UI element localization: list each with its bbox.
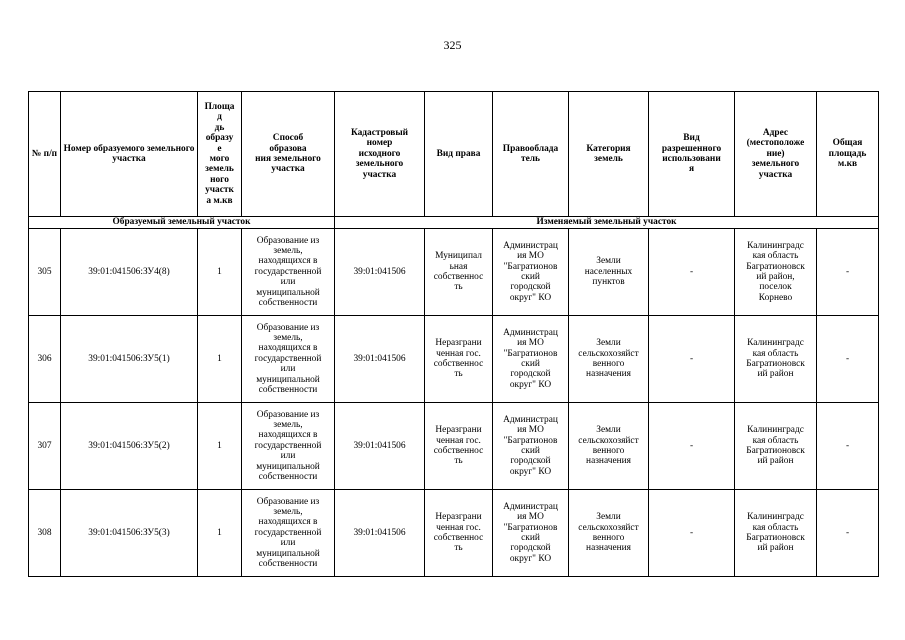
- cell-cadastral-text: 39:01:041506: [353, 527, 406, 538]
- cell-right: [425, 229, 493, 316]
- cell-category: [569, 403, 649, 490]
- section-formed: Образуемый земельный участок: [29, 217, 335, 229]
- cell-right: [425, 316, 493, 403]
- cell-holder-text: Администрац ия МО "Багратионов ский городской округ" КО: [503, 414, 558, 477]
- cell-num: [29, 316, 61, 403]
- header-permitted: Вид разрешенного использовани я: [661, 133, 722, 175]
- land-parcels-table: [28, 91, 879, 577]
- cell-method-text: Образование из земель, находящихся в государственной или муниципальной собственности: [254, 496, 322, 570]
- cell-right: [425, 403, 493, 490]
- cell-category: [569, 316, 649, 403]
- header-cadastral: Кадастровый номер исходного земельного участка: [350, 127, 409, 180]
- cell-total-text: -: [845, 527, 850, 538]
- cell-parcel-text: 39:01:041506:ЗУ5(2): [88, 440, 170, 451]
- cell-permitted: [649, 229, 735, 316]
- cell-address-text: Калининградс кая область Багратионовск ий район: [746, 338, 805, 380]
- cell-area-text: 1: [217, 527, 222, 538]
- cell-holder: [493, 490, 569, 577]
- header-method: Способ образова ния земельного участка: [255, 133, 321, 175]
- cell-area-text: 1: [217, 353, 222, 364]
- header-cell: [335, 92, 425, 217]
- cell-method-text: Образование из земель, находящихся в государственной или муниципальной собственности: [254, 322, 322, 396]
- cell-permitted: [649, 316, 735, 403]
- section-row: [29, 217, 879, 229]
- table-row: [29, 316, 879, 403]
- cell-area-text: 1: [217, 266, 222, 277]
- cell-num-text: 305: [37, 266, 52, 277]
- cell-num: [29, 490, 61, 577]
- table-body: [29, 229, 879, 577]
- header-cell: [425, 92, 493, 217]
- table-row: [29, 490, 879, 577]
- header-row: [29, 92, 879, 217]
- cell-right-text: Неразграни ченная гос. собственнос ть: [433, 425, 484, 467]
- cell-parcel-text: 39:01:041506:ЗУ5(3): [88, 527, 170, 538]
- cell-right-text: Неразграни ченная гос. собственнос ть: [433, 338, 484, 380]
- cell-permitted-text: -: [689, 266, 694, 277]
- cell-parcel: [61, 403, 198, 490]
- cell-cadastral-text: 39:01:041506: [353, 266, 406, 277]
- cell-total: [817, 490, 879, 577]
- cell-category-text: Земли сельскохозяйст венного назначения: [578, 425, 639, 467]
- cell-category-text: Земли сельскохозяйст венного назначения: [578, 512, 639, 554]
- cell-total: [817, 403, 879, 490]
- cell-area: [198, 490, 242, 577]
- cell-cadastral: [335, 403, 425, 490]
- cell-parcel: [61, 490, 198, 577]
- header-cell: [29, 92, 61, 217]
- cell-cadastral: [335, 490, 425, 577]
- header-cell: [493, 92, 569, 217]
- cell-permitted: [649, 490, 735, 577]
- cell-method: [242, 490, 335, 577]
- cell-address: [735, 229, 817, 316]
- table-row: [29, 229, 879, 316]
- cell-holder: [493, 403, 569, 490]
- cell-total-text: -: [845, 353, 850, 364]
- cell-method-text: Образование из земель, находящихся в государственной или муниципальной собственности: [254, 235, 322, 309]
- cell-total-text: -: [845, 440, 850, 451]
- header-total: Общая площадь м.кв: [828, 138, 867, 170]
- cell-category-text: Земли населенных пунктов: [584, 256, 633, 288]
- header-cell: [569, 92, 649, 217]
- cell-cadastral-text: 39:01:041506: [353, 440, 406, 451]
- cell-permitted-text: -: [689, 440, 694, 451]
- cell-parcel-text: 39:01:041506:ЗУ5(1): [88, 353, 170, 364]
- cell-method: [242, 229, 335, 316]
- header-num: № п/п: [31, 148, 58, 159]
- cell-total: [817, 316, 879, 403]
- cell-total-text: -: [845, 266, 850, 277]
- header-area: Площа д дь образу е мого земель ного участк а м.кв: [204, 101, 235, 206]
- cell-address-text: Калининградс кая область Багратионовск ий район: [746, 425, 805, 467]
- cell-permitted-text: -: [689, 527, 694, 538]
- cell-area: [198, 403, 242, 490]
- cell-num: [29, 229, 61, 316]
- cell-category: [569, 229, 649, 316]
- cell-address: [735, 403, 817, 490]
- cell-num-text: 307: [37, 440, 52, 451]
- header-cell: [735, 92, 817, 217]
- cell-area-text: 1: [217, 440, 222, 451]
- cell-num: [29, 403, 61, 490]
- cell-holder: [493, 229, 569, 316]
- cell-holder-text: Администрац ия МО "Багратионов ский городской округ" КО: [503, 240, 558, 303]
- header-cell: [649, 92, 735, 217]
- cell-holder: [493, 316, 569, 403]
- header-category: Категория земель: [586, 143, 631, 164]
- cell-cadastral-text: 39:01:041506: [353, 353, 406, 364]
- header-cell: [198, 92, 242, 217]
- cell-method: [242, 403, 335, 490]
- header-cell: [817, 92, 879, 217]
- cell-method: [242, 316, 335, 403]
- cell-right-text: Муниципал ьная собственнос ть: [433, 251, 484, 293]
- header-right: Вид права: [436, 148, 481, 159]
- header-address: Адрес (местоположе ние) земельного участка: [746, 127, 805, 180]
- header-holder: Правооблада тель: [502, 143, 559, 164]
- cell-parcel: [61, 316, 198, 403]
- cell-cadastral: [335, 316, 425, 403]
- cell-holder-text: Администрац ия МО "Багратионов ский городской округ" КО: [503, 327, 558, 390]
- cell-area: [198, 229, 242, 316]
- cell-right-text: Неразграни ченная гос. собственнос ть: [433, 512, 484, 554]
- page-number: 325: [443, 38, 462, 52]
- cell-num-text: 306: [37, 353, 52, 364]
- cell-parcel-text: 39:01:041506:ЗУ4(8): [88, 266, 170, 277]
- cell-category-text: Земли сельскохозяйст венного назначения: [578, 338, 639, 380]
- cell-address-text: Калининградс кая область Багратионовск ий район, поселок Корнево: [746, 240, 805, 303]
- cell-address-text: Калининградс кая область Багратионовск ий район: [746, 512, 805, 554]
- cell-permitted-text: -: [689, 353, 694, 364]
- header-cell: [242, 92, 335, 217]
- table-row: [29, 403, 879, 490]
- cell-total: [817, 229, 879, 316]
- cell-address: [735, 490, 817, 577]
- section-changed: Изменяемый земельный участок: [335, 217, 879, 229]
- cell-area: [198, 316, 242, 403]
- cell-category: [569, 490, 649, 577]
- cell-num-text: 308: [37, 527, 52, 538]
- cell-address: [735, 316, 817, 403]
- cell-method-text: Образование из земель, находящихся в государственной или муниципальной собственности: [254, 409, 322, 483]
- cell-right: [425, 490, 493, 577]
- cell-parcel: [61, 229, 198, 316]
- header-parcel: Номер образуемого земельного участка: [63, 143, 195, 164]
- cell-cadastral: [335, 229, 425, 316]
- cell-holder-text: Администрац ия МО "Багратионов ский городской округ" КО: [503, 501, 558, 564]
- header-cell: [61, 92, 198, 217]
- cell-permitted: [649, 403, 735, 490]
